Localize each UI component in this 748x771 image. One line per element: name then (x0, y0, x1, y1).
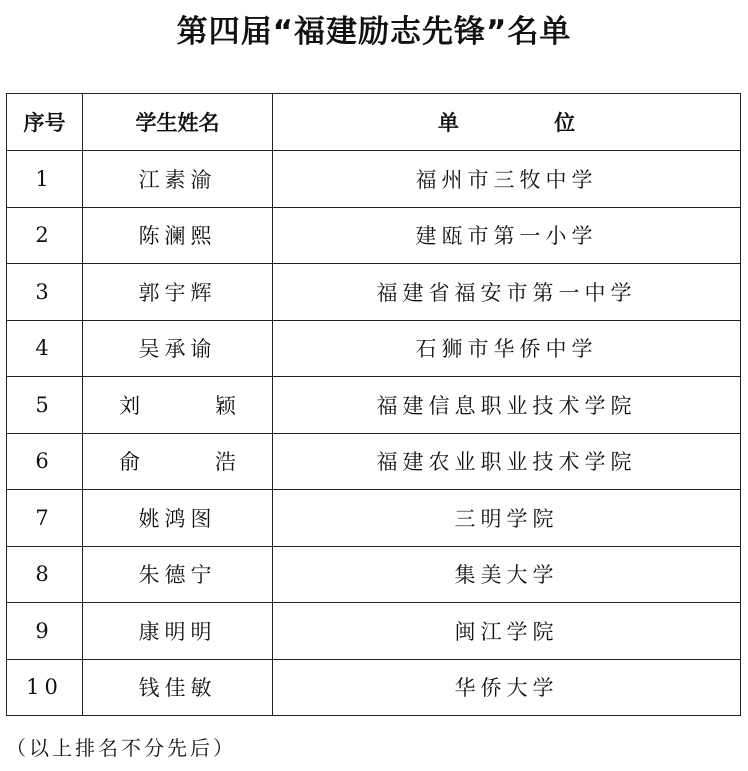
table-row (7, 207, 741, 264)
row-number: 8 (7, 546, 83, 603)
row-unit: 华侨大学 (273, 659, 741, 716)
row-name: 郭宇辉 (83, 264, 273, 321)
row-name: 吴承谕 (83, 320, 273, 377)
header-unit: 单 位 (273, 94, 741, 151)
row-number: 7 (7, 490, 83, 547)
row-unit: 建瓯市第一小学 (273, 207, 741, 264)
row-number: 1 (7, 151, 83, 208)
row-unit: 福州市三牧中学 (273, 151, 741, 208)
row-number: 9 (7, 603, 83, 660)
row-name: 姚鸿图 (83, 490, 273, 547)
table-row (7, 377, 741, 434)
row-name: 俞 浩 (83, 433, 273, 490)
row-unit: 三明学院 (273, 490, 741, 547)
roster-table (6, 93, 741, 716)
row-name: 康明明 (83, 603, 273, 660)
table-row (7, 546, 741, 603)
row-number: 10 (7, 659, 83, 716)
row-name: 朱德宁 (83, 546, 273, 603)
row-unit: 福建信息职业技术学院 (273, 377, 741, 434)
table-header-row (7, 94, 741, 151)
table-row (7, 320, 741, 377)
page-title: 第四届“福建励志先锋”名单 (176, 14, 572, 50)
header-name: 学生姓名 (83, 94, 273, 151)
table-row (7, 490, 741, 547)
table-row (7, 151, 741, 208)
table-row (7, 603, 741, 660)
row-name: 刘 颖 (83, 377, 273, 434)
table-row (7, 433, 741, 490)
row-name: 江素渝 (83, 151, 273, 208)
header-number: 序号 (7, 94, 83, 151)
table-row (7, 659, 741, 716)
row-name: 陈澜熙 (83, 207, 273, 264)
row-number: 4 (7, 320, 83, 377)
row-number: 2 (7, 207, 83, 264)
row-unit: 集美大学 (273, 546, 741, 603)
row-unit: 石狮市华侨中学 (273, 320, 741, 377)
row-unit: 福建农业职业技术学院 (273, 433, 741, 490)
row-number: 5 (7, 377, 83, 434)
row-unit: 福建省福安市第一中学 (273, 264, 741, 321)
row-number: 6 (7, 433, 83, 490)
footnote: （以上排名不分先后） (6, 736, 236, 760)
table-row (7, 264, 741, 321)
row-number: 3 (7, 264, 83, 321)
row-unit: 闽江学院 (273, 603, 741, 660)
row-name: 钱佳敏 (83, 659, 273, 716)
